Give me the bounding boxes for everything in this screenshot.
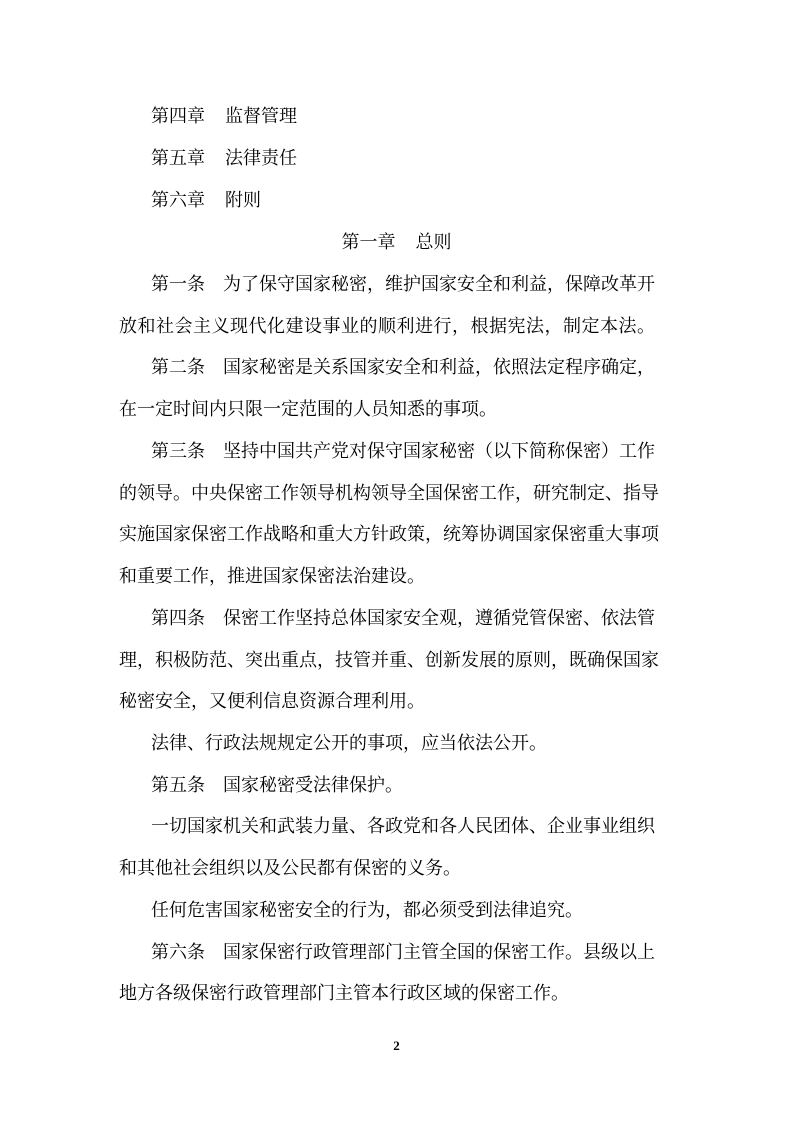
- article-4-line-1: 第四条 保密工作坚持总体国家安全观，遵循党管保密、依法管: [151, 608, 655, 629]
- article-5-paragraph-3: 任何危害国家秘密安全的行为，都必须受到法律追究。: [151, 900, 583, 921]
- article-5-line-1: 第五条 国家秘密受法律保护。: [151, 775, 403, 796]
- chapter-title: 总则: [415, 232, 452, 253]
- article-6-line-2: 地方各级保密行政管理部门主管本行政区域的保密工作。: [119, 983, 569, 1004]
- article-5-paragraph-2-line-2: 和其他社会组织以及公民都有保密的义务。: [119, 858, 461, 879]
- toc-chapter-number: 第六章: [151, 190, 205, 211]
- article-2-line-2: 在一定时间内只限一定范围的人员知悉的事项。: [119, 399, 497, 420]
- article-1-line-1: 第一条 为了保守国家秘密，维护国家安全和利益，保障改革开: [151, 274, 655, 295]
- chapter-heading: [0, 231, 793, 255]
- toc-item-chapter-5: [151, 147, 297, 171]
- toc-chapter-title: 附则: [225, 190, 261, 211]
- article-4-line-3: 秘密安全，又便利信息资源合理利用。: [119, 691, 425, 712]
- article-2-line-1: 第二条 国家秘密是关系国家安全和利益，依照法定程序确定，: [151, 357, 655, 378]
- article-4-paragraph-2: 法律、行政法规规定公开的事项，应当依法公开。: [151, 733, 547, 754]
- article-1-line-2: 放和社会主义现代化建设事业的顺利进行，根据宪法，制定本法。: [119, 316, 655, 337]
- page-number: 2: [393, 1038, 400, 1053]
- toc-item-chapter-6: [151, 189, 261, 213]
- article-3-line-1: 第三条 坚持中国共产党对保守国家秘密（以下简称保密）工作: [151, 441, 655, 462]
- article-3-line-4: 和重要工作，推进国家保密法治建设。: [119, 566, 425, 587]
- chapter-number: 第一章: [341, 232, 396, 253]
- article-6-line-1: 第六条 国家保密行政管理部门主管全国的保密工作。县级以上: [151, 942, 655, 963]
- toc-chapter-number: 第五章: [151, 148, 205, 169]
- article-3-line-3: 实施国家保密工作战略和重大方针政策，统筹协调国家保密重大事项: [119, 524, 659, 545]
- toc-item-chapter-4: [151, 105, 297, 129]
- article-4-line-2: 理，积极防范、突出重点，技管并重、创新发展的原则，既确保国家: [119, 650, 659, 671]
- article-3-line-2: 的领导。中央保密工作领导机构领导全国保密工作，研究制定、指导: [119, 483, 659, 504]
- toc-chapter-title: 法律责任: [225, 148, 297, 169]
- article-5-paragraph-2-line-1: 一切国家机关和武装力量、各政党和各人民团体、企业事业组织: [151, 816, 655, 837]
- toc-chapter-number: 第四章: [151, 106, 205, 127]
- toc-chapter-title: 监督管理: [225, 106, 297, 127]
